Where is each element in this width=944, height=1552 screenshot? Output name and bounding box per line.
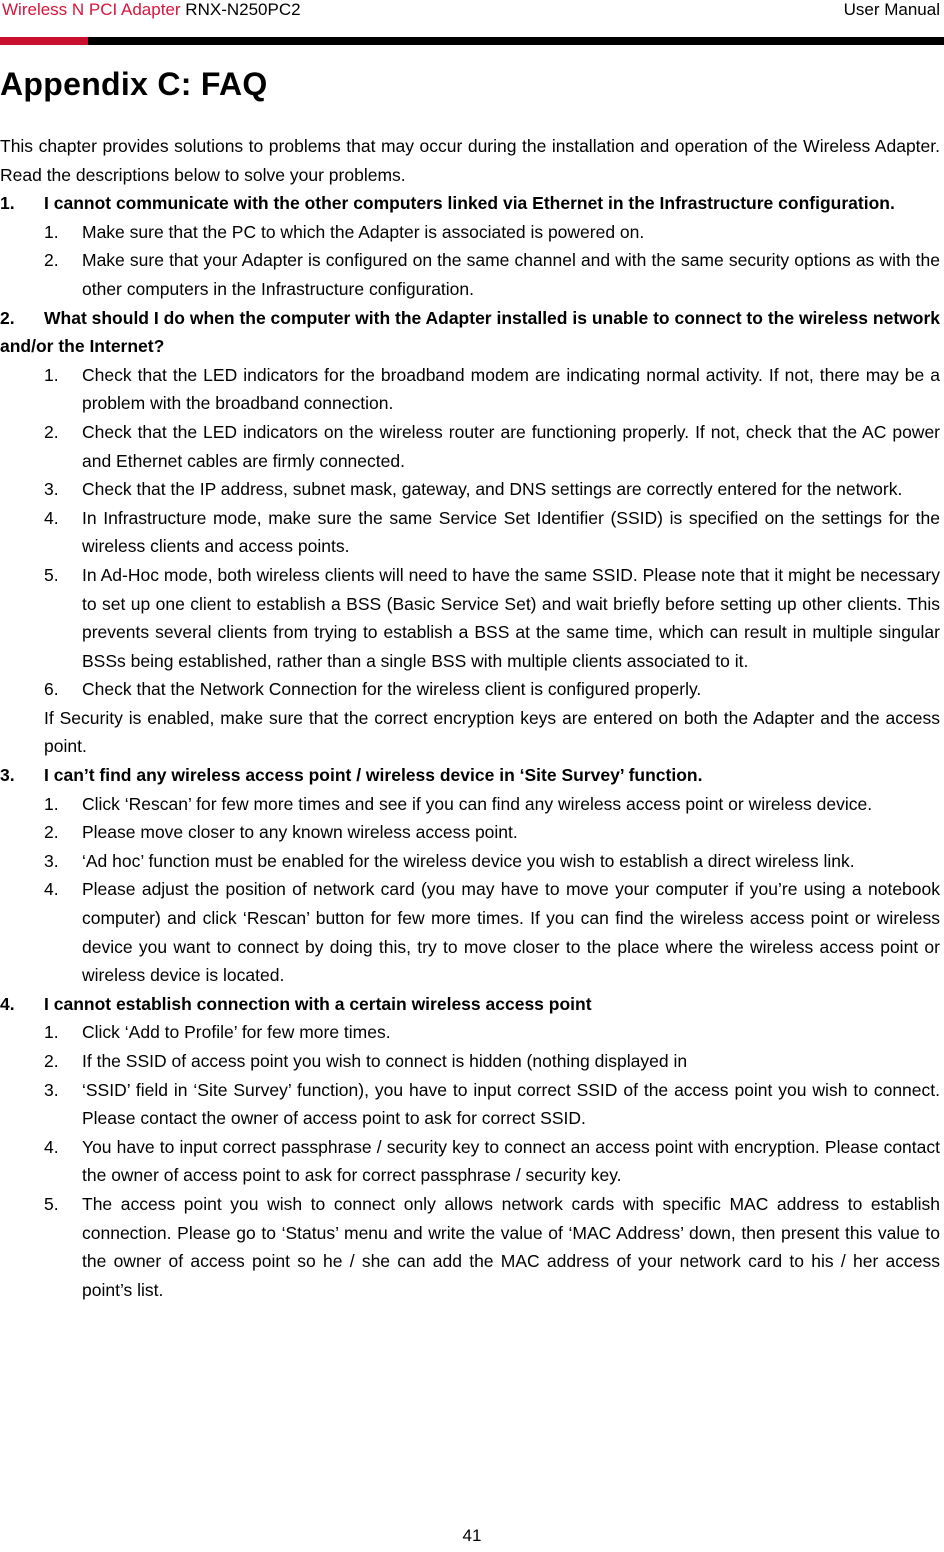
list-text: In Ad-Hoc mode, both wireless clients will need to have the same SSID. Please note that it might be necessary to set up one client to establish a BSS (Basic Service Set) and wait briefly before setting up other clients. This prevents several clients from trying to establish a BSS at the same time, which can result in multiple singular BSSs being established, rather than a single BSS with multiple clients associated to it.: [82, 564, 940, 671]
list-number: 2.: [44, 822, 59, 843]
list-number: 2.: [44, 1051, 59, 1071]
list-text: ‘Ad hoc’ function must be enabled for the wireless device you wish to establish a direct wireless link.: [82, 850, 855, 871]
header-rule: [88, 37, 944, 45]
list-number: 2.: [44, 250, 59, 271]
list-item: [0, 1047, 940, 1076]
list-text: Make sure that your Adapter is configured on the same channel and with the same security options as with the other computers in the Infrastructure configuration.: [82, 250, 940, 299]
list-item: [0, 1018, 940, 1047]
intro-paragraph: This chapter provides solutions to problems that may occur during the installation and operation of the Wireless Adapter. Read the descriptions below to solve your problems.: [0, 136, 940, 185]
list-text: In Infrastructure mode, make sure the same Service Set Identifier (SSID) is specified on the settings for the wireless clients and access points.: [82, 507, 940, 557]
list-number: 4.: [44, 507, 59, 528]
faq-question-3: [0, 761, 940, 790]
list-text: Check that the LED indicators for the broadband modem are indicating normal activity. If not, there may be a problem with the broadband connection.: [82, 364, 940, 414]
page-content: [0, 62, 940, 1304]
faq-question-1: [0, 189, 940, 218]
list-item: [0, 218, 940, 247]
faq-number: 1.: [0, 193, 15, 214]
list-text: You have to input correct passphrase / security key to connect an access point with encryption. Please contact the owner of access point to ask for correct passphrase / security key.: [82, 1136, 940, 1186]
header-product: [2, 0, 301, 20]
faq-question-text: I cannot communicate with the other computers linked via Ethernet in the Infrastructure configuration.: [44, 193, 895, 214]
header-brand: Wireless N PCI Adapter: [2, 0, 181, 19]
faq-note: If Security is enabled, make sure that the correct encryption keys are entered on both the Adapter and the access point.: [44, 707, 940, 757]
page-number: 41: [462, 1526, 482, 1545]
faq-number: 2.: [0, 307, 15, 328]
faq-question-2: [0, 304, 940, 361]
list-text: Click ‘Add to Profile’ for few more times.: [82, 1022, 391, 1043]
list-number: 5.: [44, 1193, 59, 1214]
list-item: [0, 1133, 940, 1190]
list-text: Check that the LED indicators on the wireless router are functioning properly. If not, check that the AC power and Ethernet cables are firmly connected.: [82, 421, 940, 471]
faq-question-text: I can’t find any wireless access point / wireless device in ‘Site Survey’ function.: [44, 765, 703, 786]
list-number: 1.: [44, 1022, 59, 1043]
header-rule-accent: [0, 37, 88, 45]
list-text: Please move closer to any known wireless access point.: [82, 822, 518, 843]
faq-answer-list-3: [0, 790, 940, 990]
list-item: [0, 418, 940, 475]
list-text: If the SSID of access point you wish to connect is hidden (nothing displayed in: [82, 1051, 688, 1071]
list-text: The access point you wish to connect only allows network cards with specific MAC address to establish connection. Please go to ‘Status’ menu and write the value of ‘MAC Address’ down, then present this value to the owner of access point so he / she can add the MAC address of your network card to his / her access point’s list.: [82, 1193, 940, 1300]
list-item: [0, 790, 940, 819]
list-text: Please adjust the position of network card (you may have to move your computer if you’re using a notebook computer) and click ‘Rescan’ button for few more times. If you can find the wireless access point or wireless device you want to connect by doing this, try to move closer to the place where the wireless access point or wireless device is located.: [82, 879, 940, 986]
list-number: 2.: [44, 421, 59, 442]
header-model: RNX-N250PC2: [185, 0, 301, 19]
list-item: [0, 1076, 940, 1133]
faq-answer-list-2: [0, 361, 940, 704]
list-number: 1.: [44, 793, 59, 814]
list-number: 4.: [44, 879, 59, 900]
list-number: 3.: [44, 850, 59, 871]
list-text: Check that the IP address, subnet mask, gateway, and DNS settings are correctly entered for the network.: [82, 479, 903, 500]
faq-answer-list-4: [0, 1018, 940, 1304]
header-manual: User Manual: [843, 0, 940, 19]
list-item: [0, 675, 940, 704]
list-number: 4.: [44, 1136, 59, 1157]
list-item: [0, 361, 940, 418]
list-number: 3.: [44, 479, 59, 500]
page-title: Appendix C: FAQ: [0, 66, 268, 102]
list-item: [0, 246, 940, 303]
list-text: Check that the Network Connection for the wireless client is configured properly.: [82, 679, 702, 700]
list-item: [0, 875, 940, 989]
list-text: Click ‘Rescan’ for few more times and see if you can find any wireless access point or wireless device.: [82, 793, 873, 814]
list-number: 1.: [44, 221, 59, 242]
list-text: Make sure that the PC to which the Adapter is associated is powered on.: [82, 221, 645, 242]
list-number: 1.: [44, 364, 59, 385]
list-item: [0, 847, 940, 876]
list-item: [0, 818, 940, 847]
faq-answer-list-1: [0, 218, 940, 304]
faq-question-text: I cannot establish connection with a certain wireless access point: [44, 993, 592, 1014]
list-item: [0, 475, 940, 504]
faq-question-text: What should I do when the computer with the Adapter installed is unable to connect to the wireless network and/or the Internet?: [0, 307, 940, 357]
list-item: [0, 1190, 940, 1304]
faq-number: 3.: [0, 765, 15, 786]
faq-number: 4.: [0, 993, 15, 1014]
list-number: 6.: [44, 679, 59, 700]
list-item: [0, 504, 940, 561]
list-number: 5.: [44, 564, 59, 585]
list-item: [0, 561, 940, 675]
page-header: [0, 0, 944, 22]
list-number: 3.: [44, 1079, 59, 1100]
faq-question-4: [0, 990, 940, 1019]
list-text: ‘SSID’ field in ‘Site Survey’ function), you have to input correct SSID of the access point you wish to connect. Please contact the owner of access point to ask for correct SSID.: [82, 1079, 940, 1129]
